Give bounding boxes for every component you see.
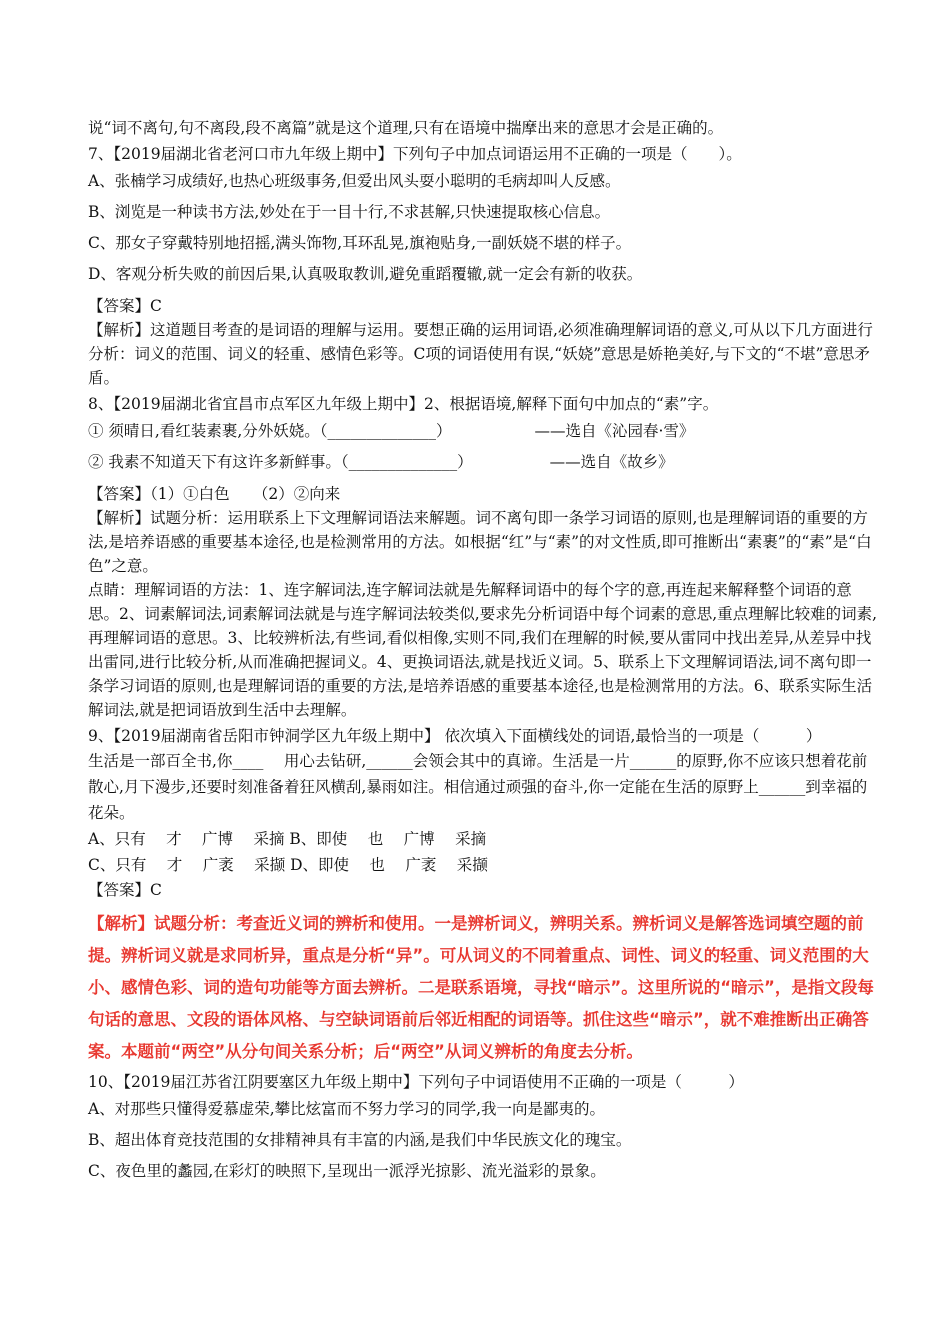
q7-option-a: A、张楠学习成绩好,也热心班级事务,但爱出风头耍小聪明的毛病却叫人反感。 xyxy=(88,172,621,190)
q7-option-b: B、浏览是一种读书方法,妙处在于一目十行,不求甚解,只快速提取核心信息。 xyxy=(88,203,611,221)
q7-option-c: C、那女子穿戴特别地招摇,满头饰物,耳环乱晃,旗袍贴身,一副妖娆不堪的样子。 xyxy=(88,234,632,252)
q10-option-c: C、夜色里的蠡园,在彩灯的映照下,呈现出一派浮光掠影、流光溢彩的景象。 xyxy=(88,1162,606,1180)
q7-stem: 7、【2019届湖北省老河口市九年级上期中】下列句子中加点词语运用不正确的一项是（ ）。 xyxy=(88,145,742,163)
document-content xyxy=(88,116,878,1187)
q8-item-1 xyxy=(88,416,878,447)
q8-stem: 8、【2019届湖北省宜昌市点军区九年级上期中】2、根据语境,解释下面句中加点的“素”字。 xyxy=(88,395,719,413)
q8-item-1-text: ① 须晴日,看红装素裹,分外妖娆。（______________） xyxy=(88,422,452,440)
q8-item-2-source: ——选自《故乡》 xyxy=(549,453,674,471)
q8-item-2-text: ② 我素不知道天下有这许多新鲜事。（______________） xyxy=(88,453,473,471)
q10-option-a: A、对那些只懂得爱慕虚荣,攀比炫富而不努力学习的同学,我一向是鄙夷的。 xyxy=(88,1100,606,1118)
q8-analysis: 【解析】试题分析：运用联系上下文理解词语法来解题。词不离句即一条学习词语的原则,也是理解词语的重要的方法,是培养语感的重要基本途径,也是检测常用的方法。如根据“红”与“素”的对文性质,即可推断出“素裹”的“素”是“白色”之意。 xyxy=(88,509,872,575)
q9-passage: 生活是一部百全书,你____ 用心去钻研,______会领会其中的真谛。生活是一片______的原野,你不应该只想着花前散心,月下漫步,还要时刻准备着狂风横刮,暴雨如注。相信通过顽强的奋斗,你一定能在生活的原野上______到幸福的花朵。 xyxy=(88,752,868,822)
q8-item-2 xyxy=(88,447,878,478)
intro-line: 说“词不离句,句不离段,段不离篇”就是这个道理,只有在语境中揣摩出来的意思才会是正确的。 xyxy=(88,119,724,137)
q8-tip: 点睛：理解词语的方法：1、连字解词法,连字解词法就是先解释词语中的每个字的意,再连起来解释整个词语的意思。2、词素解词法,词素解词法就是与连字解词法较类似,要求先分析词语中每个词素的意思,重点理解比较难的词素,再理解词语的意思。3、比较辨析法,有些词,看似相像,实则不同,我们在理解的时候,要从雷同中找出差异,从差异中找出雷同,进行比较分析,从而准确把握词义。4、更换词语法,就是找近义词。5、联系上下文理解词语法,词不离句即一条学习词语的原则,也是理解词语的重要的方法,是培养语感的重要基本途径,也是检测常用的方法。6、联系实际生活解词法,就是把词语放到生活中去理解。 xyxy=(88,581,878,719)
q9-option-ab: A、只有 才 广博 采摘 B、即使 也 广博 采摘 xyxy=(88,830,487,848)
q9-option-cd: C、只有 才 广袤 采撷 D、即使 也 广袤 采撷 xyxy=(88,856,488,874)
q10-option-b: B、超出体育竞技范围的女排精神具有丰富的内涵,是我们中华民族文化的瑰宝。 xyxy=(88,1131,632,1149)
q9-analysis: 【解析】试题分析：考查近义词的辨析和使用。一是辨析词义，辨明关系。辨析词义是解答选词填空题的前提。辨析词义就是求同析异，重点是分析“异”。可从词义的不同着重点、词性、词义的轻重、词义范围的大小、感情色彩、词的造句功能等方面去辨析。二是联系语境，寻找“暗示”。这里所说的“暗示”，是指文段每句话的意思、文段的语体风格、与空缺词语前后邻近相配的词语等。抓住这些“暗示”，就不难推断出正确答案。本题前“两空”从分句间关系分析；后“两空”从词义辨析的角度去分析。 xyxy=(88,914,874,1061)
q7-option-d: D、客观分析失败的前因后果,认真吸取教训,避免重蹈覆辙,就一定会有新的收获。 xyxy=(88,265,643,283)
q7-analysis: 【解析】这道题目考查的是词语的理解与运用。要想正确的运用词语,必须准确理解词语的意义,可从以下几方面进行分析：词义的范围、词义的轻重、感情色彩等。C项的词语使用有误,“妖娆”意思是娇艳美好,与下文的“不堪”意思矛盾。 xyxy=(88,321,873,387)
q8-item-1-source: ——选自《沁园春·雪》 xyxy=(534,422,695,440)
q10-stem: 10、【2019届江苏省江阴要塞区九年级上期中】下列句子中词语使用不正确的一项是（ ） xyxy=(88,1073,744,1091)
q9-answer: 【答案】C xyxy=(88,881,162,899)
q7-answer: 【答案】C xyxy=(88,297,162,315)
q8-answer: 【答案】（1）①白色 （2）②向来 xyxy=(88,485,341,503)
q9-stem: 9、【2019届湖南省岳阳市钟洞学区九年级上期中】 依次填入下面横线处的词语,最恰当的一项是（ ） xyxy=(88,727,822,745)
